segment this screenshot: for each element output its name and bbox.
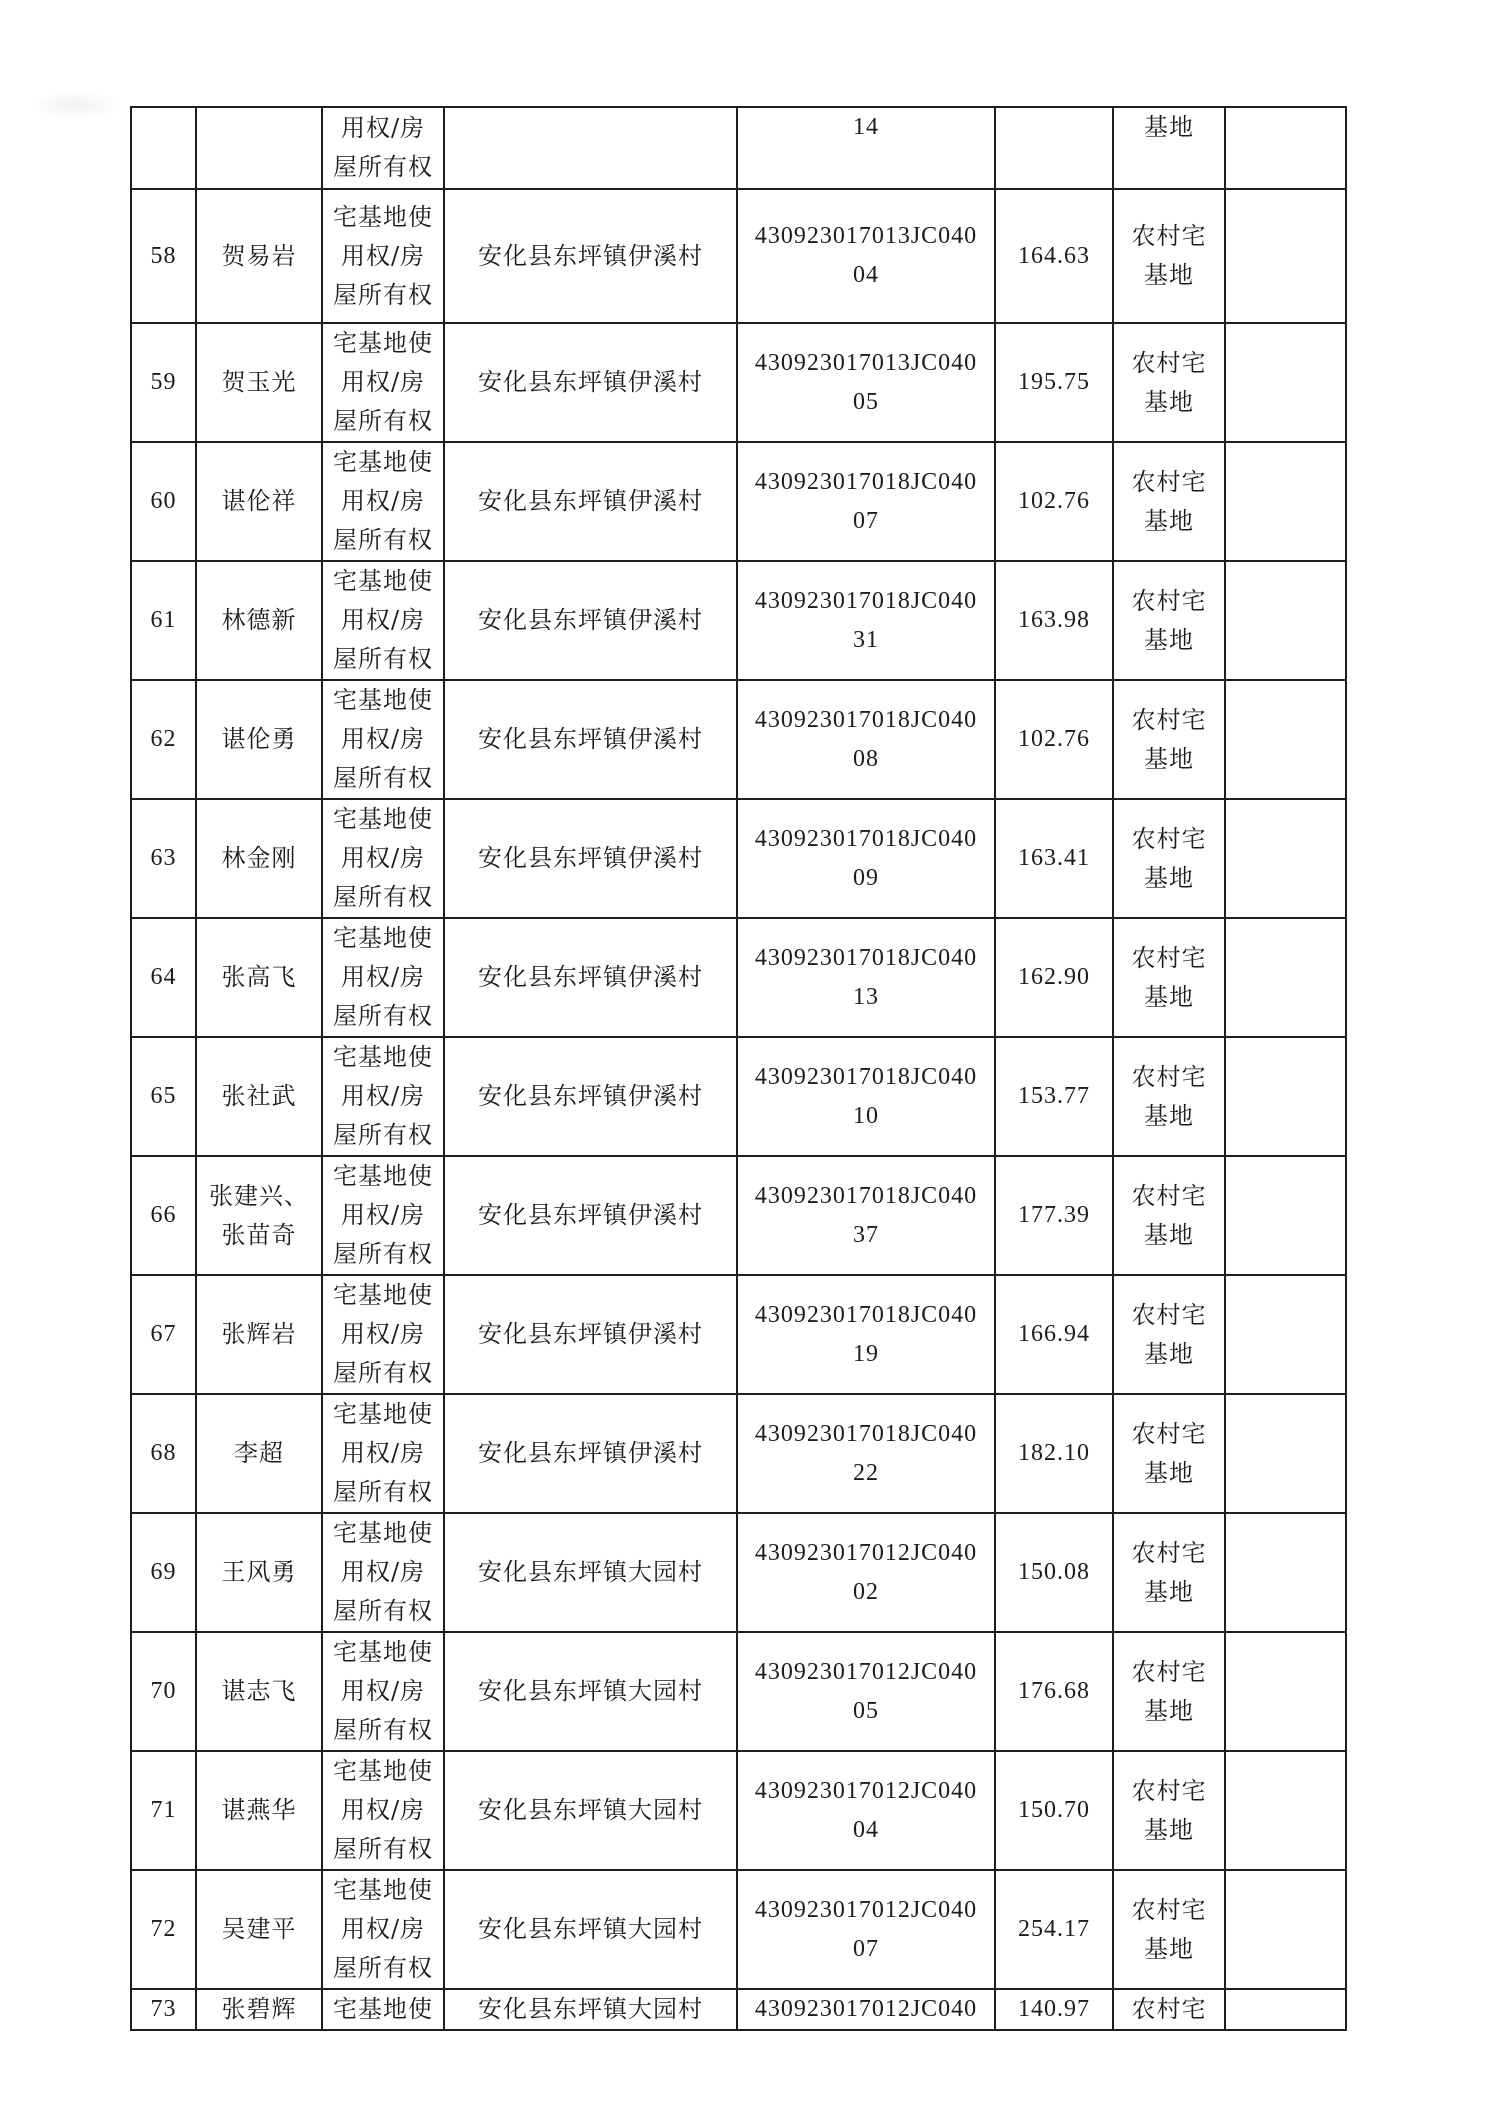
cell-name: 谌伦勇 <box>196 680 322 799</box>
cell-area: 195.75 <box>995 323 1113 442</box>
cell-location: 安化县东坪镇伊溪村 <box>444 1037 737 1156</box>
cell-usage-type: 农村宅 基地 <box>1113 1037 1225 1156</box>
cell-right-type: 宅基地使 用权/房 屋所有权 <box>322 1037 444 1156</box>
cell-usage-type: 农村宅 <box>1113 1989 1225 2030</box>
cell-name: 张辉岩 <box>196 1275 322 1394</box>
table-row <box>131 561 1346 680</box>
cell-right-type: 宅基地使 用权/房 屋所有权 <box>322 1156 444 1275</box>
cell-code: 430923017018JC040 31 <box>737 561 995 680</box>
cell-extra <box>1225 918 1346 1037</box>
cell-usage-type: 农村宅 基地 <box>1113 1156 1225 1275</box>
cell-no: 68 <box>131 1394 196 1513</box>
cell-extra <box>1225 561 1346 680</box>
cell-area <box>995 107 1113 189</box>
cell-area: 254.17 <box>995 1870 1113 1989</box>
cell-right-type: 用权/房 屋所有权 <box>322 107 444 189</box>
cell-code: 430923017012JC040 02 <box>737 1513 995 1632</box>
cell-no: 58 <box>131 189 196 323</box>
table-row <box>131 1632 1346 1751</box>
cell-extra <box>1225 442 1346 561</box>
cell-location: 安化县东坪镇伊溪村 <box>444 323 737 442</box>
cell-code: 430923017018JC040 22 <box>737 1394 995 1513</box>
cell-location: 安化县东坪镇伊溪村 <box>444 442 737 561</box>
cell-area: 177.39 <box>995 1156 1113 1275</box>
cell-code: 430923017012JC040 07 <box>737 1870 995 1989</box>
scan-artifact <box>30 90 120 120</box>
cell-extra <box>1225 680 1346 799</box>
table-row <box>131 918 1346 1037</box>
cell-right-type: 宅基地使 用权/房 屋所有权 <box>322 1275 444 1394</box>
table-row-partial <box>131 1989 1346 2030</box>
cell-area: 163.98 <box>995 561 1113 680</box>
cell-usage-type: 农村宅 基地 <box>1113 189 1225 323</box>
cell-no: 72 <box>131 1870 196 1989</box>
cell-usage-type: 农村宅 基地 <box>1113 1870 1225 1989</box>
cell-area: 163.41 <box>995 799 1113 918</box>
cell-usage-type: 农村宅 基地 <box>1113 561 1225 680</box>
cell-no: 73 <box>131 1989 196 2030</box>
cell-area: 102.76 <box>995 680 1113 799</box>
cell-code: 430923017012JC040 04 <box>737 1751 995 1870</box>
cell-location: 安化县东坪镇大园村 <box>444 1751 737 1870</box>
cell-area: 166.94 <box>995 1275 1113 1394</box>
cell-area: 140.97 <box>995 1989 1113 2030</box>
cell-right-type: 宅基地使 用权/房 屋所有权 <box>322 561 444 680</box>
cell-location: 安化县东坪镇伊溪村 <box>444 680 737 799</box>
cell-location: 安化县东坪镇伊溪村 <box>444 918 737 1037</box>
cell-code: 430923017018JC040 10 <box>737 1037 995 1156</box>
cell-extra <box>1225 1632 1346 1751</box>
cell-location: 安化县东坪镇伊溪村 <box>444 189 737 323</box>
cell-area: 176.68 <box>995 1632 1113 1751</box>
cell-extra <box>1225 799 1346 918</box>
cell-location: 安化县东坪镇伊溪村 <box>444 1156 737 1275</box>
cell-area: 150.70 <box>995 1751 1113 1870</box>
cell-no: 61 <box>131 561 196 680</box>
cell-name: 张高飞 <box>196 918 322 1037</box>
cell-name: 谌燕华 <box>196 1751 322 1870</box>
cell-no: 62 <box>131 680 196 799</box>
cell-area: 164.63 <box>995 189 1113 323</box>
cell-right-type: 宅基地使 用权/房 屋所有权 <box>322 1870 444 1989</box>
cell-name: 王风勇 <box>196 1513 322 1632</box>
cell-location: 安化县东坪镇大园村 <box>444 1632 737 1751</box>
cell-extra <box>1225 1156 1346 1275</box>
cell-name: 林德新 <box>196 561 322 680</box>
cell-usage-type: 农村宅 基地 <box>1113 1632 1225 1751</box>
table-row <box>131 189 1346 323</box>
cell-usage-type: 农村宅 基地 <box>1113 799 1225 918</box>
cell-code: 14 <box>737 107 995 189</box>
cell-name: 贺易岩 <box>196 189 322 323</box>
cell-usage-type: 农村宅 基地 <box>1113 323 1225 442</box>
cell-code: 430923017018JC040 13 <box>737 918 995 1037</box>
registration-table <box>130 106 1347 2031</box>
table-row <box>131 1394 1346 1513</box>
cell-extra <box>1225 1513 1346 1632</box>
cell-location: 安化县东坪镇大园村 <box>444 1989 737 2030</box>
cell-extra <box>1225 189 1346 323</box>
cell-area: 102.76 <box>995 442 1113 561</box>
cell-area: 150.08 <box>995 1513 1113 1632</box>
cell-code: 430923017013JC040 05 <box>737 323 995 442</box>
table-row <box>131 442 1346 561</box>
cell-code: 430923017012JC040 05 <box>737 1632 995 1751</box>
cell-name <box>196 107 322 189</box>
cell-no: 70 <box>131 1632 196 1751</box>
cell-location: 安化县东坪镇伊溪村 <box>444 561 737 680</box>
cell-area: 162.90 <box>995 918 1113 1037</box>
table-row <box>131 799 1346 918</box>
cell-usage-type: 农村宅 基地 <box>1113 1275 1225 1394</box>
table-row <box>131 1275 1346 1394</box>
cell-extra <box>1225 1394 1346 1513</box>
table-row <box>131 1513 1346 1632</box>
cell-name: 谌志飞 <box>196 1632 322 1751</box>
cell-location: 安化县东坪镇大园村 <box>444 1870 737 1989</box>
cell-right-type: 宅基地使 用权/房 屋所有权 <box>322 918 444 1037</box>
cell-usage-type: 农村宅 基地 <box>1113 1751 1225 1870</box>
cell-extra <box>1225 1989 1346 2030</box>
cell-name: 贺玉光 <box>196 323 322 442</box>
table-row <box>131 1037 1346 1156</box>
cell-no: 60 <box>131 442 196 561</box>
cell-extra <box>1225 107 1346 189</box>
cell-name: 林金刚 <box>196 799 322 918</box>
cell-code: 430923017018JC040 37 <box>737 1156 995 1275</box>
cell-name: 张碧辉 <box>196 1989 322 2030</box>
cell-right-type: 宅基地使 用权/房 屋所有权 <box>322 442 444 561</box>
cell-area: 153.77 <box>995 1037 1113 1156</box>
cell-usage-type: 农村宅 基地 <box>1113 442 1225 561</box>
cell-right-type: 宅基地使 用权/房 屋所有权 <box>322 189 444 323</box>
cell-name: 李超 <box>196 1394 322 1513</box>
cell-no: 64 <box>131 918 196 1037</box>
cell-no <box>131 107 196 189</box>
cell-code: 430923017018JC040 09 <box>737 799 995 918</box>
cell-extra <box>1225 1037 1346 1156</box>
cell-extra <box>1225 1870 1346 1989</box>
cell-name: 谌伦祥 <box>196 442 322 561</box>
cell-code: 430923017018JC040 08 <box>737 680 995 799</box>
cell-usage-type: 农村宅 基地 <box>1113 1513 1225 1632</box>
cell-right-type: 宅基地使 用权/房 屋所有权 <box>322 1632 444 1751</box>
table-row <box>131 680 1346 799</box>
cell-usage-type: 农村宅 基地 <box>1113 1394 1225 1513</box>
cell-extra <box>1225 1751 1346 1870</box>
cell-code: 430923017018JC040 19 <box>737 1275 995 1394</box>
cell-no: 65 <box>131 1037 196 1156</box>
cell-no: 66 <box>131 1156 196 1275</box>
table-row-continued <box>131 107 1346 189</box>
cell-no: 69 <box>131 1513 196 1632</box>
cell-location: 安化县东坪镇伊溪村 <box>444 1275 737 1394</box>
table-row <box>131 1156 1346 1275</box>
cell-no: 59 <box>131 323 196 442</box>
cell-right-type: 宅基地使 <box>322 1989 444 2030</box>
cell-name: 张社武 <box>196 1037 322 1156</box>
cell-right-type: 宅基地使 用权/房 屋所有权 <box>322 799 444 918</box>
cell-code: 430923017013JC040 04 <box>737 189 995 323</box>
cell-name: 张建兴、 张苗奇 <box>196 1156 322 1275</box>
table-row <box>131 1870 1346 1989</box>
cell-code: 430923017018JC040 07 <box>737 442 995 561</box>
cell-right-type: 宅基地使 用权/房 屋所有权 <box>322 1394 444 1513</box>
cell-code: 430923017012JC040 <box>737 1989 995 2030</box>
cell-usage-type: 农村宅 基地 <box>1113 680 1225 799</box>
table-row <box>131 1751 1346 1870</box>
cell-location: 安化县东坪镇伊溪村 <box>444 1394 737 1513</box>
table-row <box>131 323 1346 442</box>
cell-right-type: 宅基地使 用权/房 屋所有权 <box>322 323 444 442</box>
cell-usage-type: 基地 <box>1113 107 1225 189</box>
cell-location: 安化县东坪镇伊溪村 <box>444 799 737 918</box>
cell-right-type: 宅基地使 用权/房 屋所有权 <box>322 1751 444 1870</box>
cell-extra <box>1225 323 1346 442</box>
cell-location <box>444 107 737 189</box>
cell-location: 安化县东坪镇大园村 <box>444 1513 737 1632</box>
cell-usage-type: 农村宅 基地 <box>1113 918 1225 1037</box>
cell-area: 182.10 <box>995 1394 1113 1513</box>
cell-no: 71 <box>131 1751 196 1870</box>
cell-no: 67 <box>131 1275 196 1394</box>
cell-right-type: 宅基地使 用权/房 屋所有权 <box>322 680 444 799</box>
cell-no: 63 <box>131 799 196 918</box>
cell-name: 吴建平 <box>196 1870 322 1989</box>
cell-right-type: 宅基地使 用权/房 屋所有权 <box>322 1513 444 1632</box>
cell-extra <box>1225 1275 1346 1394</box>
